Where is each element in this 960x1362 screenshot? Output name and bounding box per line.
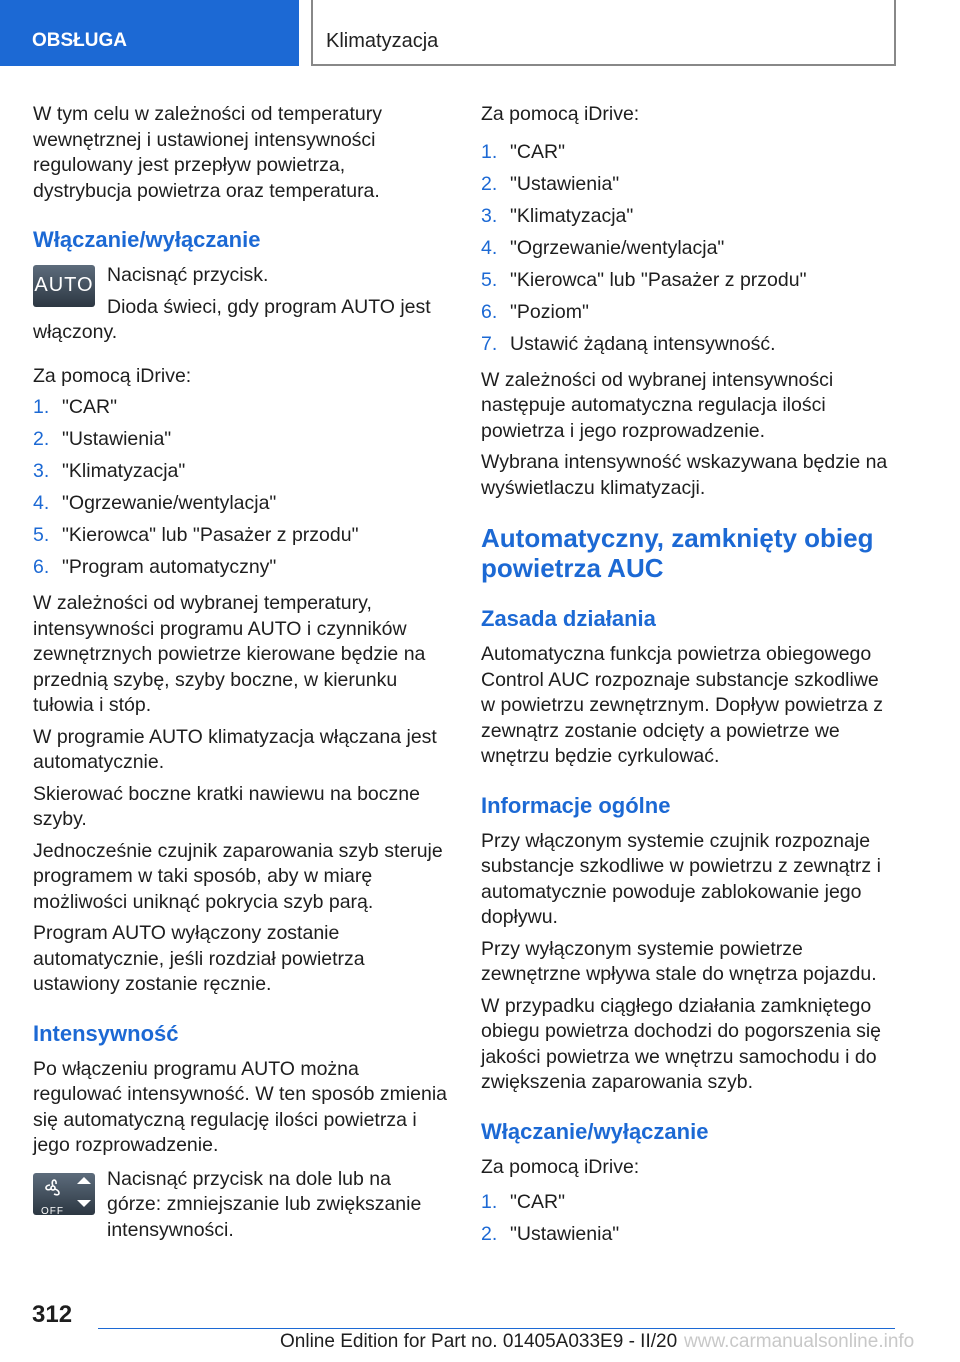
auto-button-label: AUTO xyxy=(34,274,94,297)
auto-button-icon xyxy=(33,265,95,307)
list-item: 2. "Ustawienia" xyxy=(481,172,620,195)
fan-off-label: OFF xyxy=(41,1205,64,1217)
paragraph: Jednocześnie czujnik zaparowania szyb steruje programem w taki sposób, aby w miarę możliwości uniknąć pokrycia szyb parą. xyxy=(33,839,443,913)
fan-intensity-button-icon xyxy=(33,1173,95,1215)
heading-principle: Zasada działania xyxy=(481,606,656,631)
footer-divider xyxy=(98,1328,895,1329)
principle-text: Automatyczna funkcja powietrza obiegowego Control AUC rozpoznaje substancje szkodliwe w powietrzu zewnętrznym. Dopływ powietrza z zewnątrz zostanie odcięty a powietrze we wnętrzu będzie cyrkulować. xyxy=(481,643,884,767)
idrive-intro: Za pomocą iDrive: xyxy=(481,103,640,125)
left-column xyxy=(33,102,448,1249)
chapter-title: Klimatyzacja xyxy=(326,30,439,52)
list-item: 1. "CAR" xyxy=(33,396,118,418)
heading-auc: Automatyczny, zamknięty obieg powietrza AUC xyxy=(481,523,874,583)
arrow-up-icon xyxy=(77,1177,91,1184)
fan-text: Nacisnąć przycisk na dole lub na górze: zmniejszanie lub zwiększanie intensywności. xyxy=(107,1167,422,1241)
chapter-box xyxy=(311,0,896,66)
list-item: 2. "Ustawienia" xyxy=(481,1223,620,1245)
list-item: 1. "CAR" xyxy=(481,140,566,163)
paragraph: W zależności od wybranej intensywności następuje automatyczna regulacja ilości powietrza i jego rozprowadzenie. xyxy=(481,368,834,442)
paragraph: Program AUTO wyłączony zostanie automatycznie, jeśli rozdział powietrza ustawiony zostanie ręcznie. xyxy=(33,922,365,995)
arrow-down-icon xyxy=(77,1200,91,1207)
paragraph: W przypadku ciągłego działania zamkniętego obiegu powietrza dochodzi do pogorszenia się jakości powietrza we wnętrzu samochodu i do zwiększenia zaparowania szyb. xyxy=(481,994,882,1093)
list-item: 7. Ustawić żądaną intensywność. xyxy=(481,332,776,355)
led-text: Dioda świeci, gdy program AUTO jest włączony. xyxy=(33,295,431,343)
section-tab xyxy=(0,0,299,66)
right-steps-list xyxy=(481,140,896,364)
right-column xyxy=(481,102,896,1258)
section-title: OBSŁUGA xyxy=(32,30,127,51)
list-item: 6. "Program automatyczny" xyxy=(33,556,277,578)
list-item: 4. "Ogrzewanie/wentylacja" xyxy=(481,236,725,259)
list-item: 5. "Kierowca" lub "Pasażer z przodu" xyxy=(481,268,807,291)
press-button-text: Nacisnąć przycisk. xyxy=(107,264,269,286)
intro-paragraph: W tym celu w zależności od temperatury wewnętrznej i ustawionej intensywności regulowany jest przepływ powietrza, dystrybucja powietrza oraz temperatura. xyxy=(33,103,382,202)
paragraph: Wybrana intensywność wskazywana będzie na wyświetlaczu klimatyzacji. xyxy=(481,451,888,499)
paragraph: Skierować boczne kratki nawiewu na boczne szyby. xyxy=(33,782,420,830)
footer-watermark: www.carmanualsonline.info xyxy=(684,1331,915,1352)
heading-onoff: Włączanie/wyłączanie xyxy=(33,227,261,252)
list-item: 3. "Klimatyzacja" xyxy=(481,204,634,227)
paragraph: W zależności od wybranej temperatury, intensywności programu AUTO i czynników zewnętrznych powietrze kierowane będzie na przednią szybę, szyby boczne, w kierunku tułowia i stóp. xyxy=(33,592,426,716)
heading-onoff-2: Włączanie/wyłączanie xyxy=(481,1118,709,1144)
list-item: 4. "Ogrzewanie/wentylacja" xyxy=(33,492,277,514)
left-steps-list xyxy=(33,395,448,587)
list-item: 2. "Ustawienia" xyxy=(33,428,172,450)
heading-general: Informacje ogólne xyxy=(481,792,671,818)
heading-intensity: Intensywność xyxy=(33,1020,179,1046)
paragraph: Przy wyłączonym systemie powietrze zewnętrzne wpływa stale do wnętrza pojazdu. xyxy=(481,937,877,985)
footer-edition: Online Edition for Part no. 01405A033E9 - II/20 xyxy=(280,1331,678,1352)
right-steps-list-2 xyxy=(481,1190,896,1254)
list-item: 3. "Klimatyzacja" xyxy=(33,460,186,482)
list-item: 1. "CAR" xyxy=(481,1191,566,1213)
idrive-intro-2: Za pomocą iDrive: xyxy=(481,1155,640,1178)
list-item: 5. "Kierowca" lub "Pasażer z przodu" xyxy=(33,524,359,546)
intensity-text: Po włączeniu programu AUTO można regulować intensywność. W ten sposób zmienia się automatyczną regulację ilości powietrza i jego rozprowadzenie. xyxy=(33,1057,448,1156)
page-number: 312 xyxy=(32,1301,73,1328)
idrive-intro: Za pomocą iDrive: xyxy=(33,364,192,387)
page-header xyxy=(0,0,960,66)
paragraph: Przy włączonym systemie czujnik rozpoznaje substancje szkodliwe w powietrzu z zewnątrz i automatycznie powoduje zablokowanie jego dopływu. xyxy=(481,829,881,928)
paragraph: W programie AUTO klimatyzacja włączana jest automatycznie. xyxy=(33,725,437,773)
list-item: 6. "Poziom" xyxy=(481,300,589,323)
